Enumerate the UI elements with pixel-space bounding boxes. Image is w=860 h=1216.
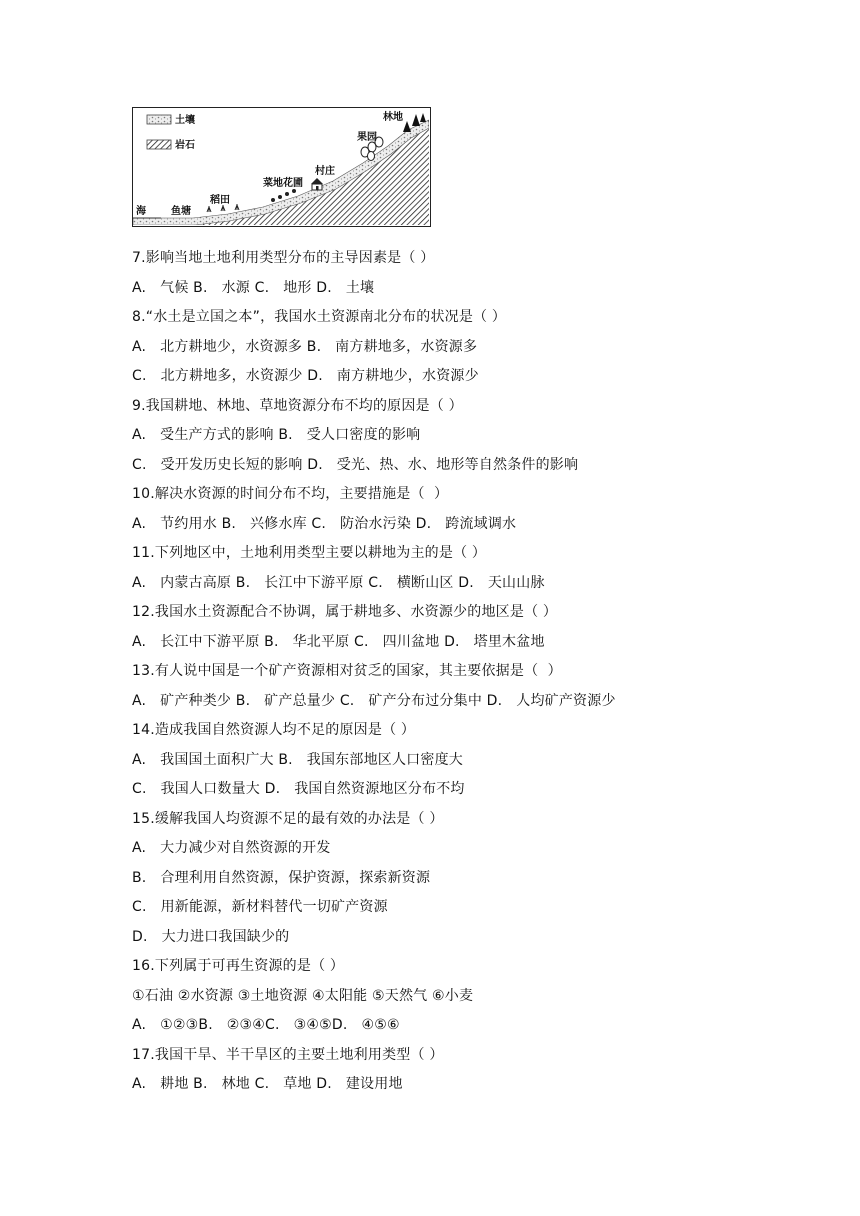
label-vegetable-garden: 菜地花圃	[263, 178, 303, 189]
question-15-option-d: D. 大力进口我国缺少的	[132, 928, 290, 945]
land-use-cross-section-figure	[132, 107, 431, 227]
question-13-stem: 13.有人说中国是一个矿产资源相对贫乏的国家，其主要依据是（ ）	[132, 663, 562, 679]
question-13-options: A. 矿产种类少 B. 矿产总量少 C. 矿产分布过分集中 D. 人均矿产资源少	[132, 692, 616, 709]
question-15-stem: 15.缓解我国人均资源不足的最有效的办法是（ ）	[132, 810, 444, 827]
question-9-options-cd: C. 受开发历史长短的影响 D. 受光、热、水、地形等自然条件的影响	[132, 456, 579, 473]
question-14-stem: 14.造成我国自然资源人均不足的原因是（ ）	[132, 722, 416, 738]
legend-soil-label: 土壤	[175, 115, 195, 126]
question-15-option-b: B. 合理利用自然资源，保护资源，探索新资源	[132, 869, 431, 886]
question-7-options: A. 气候 B. 水源 C. 地形 D. 土壤	[132, 279, 375, 296]
question-10-options: A. 节约用水 B. 兴修水库 C. 防治水污染 D. 跨流域调水	[132, 515, 517, 532]
question-11-options: A. 内蒙古高原 B. 长江中下游平原 C. 横断山区 D. 天山山脉	[132, 574, 545, 591]
question-14-options-cd: C. 我国人口数量大 D. 我国自然资源地区分布不均	[132, 781, 465, 797]
question-8-options-ab: A. 北方耕地少，水资源多 B. 南方耕地多，水资源多	[132, 338, 478, 355]
question-list	[132, 244, 752, 1100]
label-village: 村庄	[315, 166, 335, 177]
question-9-stem: 9.我国耕地、林地、草地资源分布不均的原因是（ ）	[132, 397, 463, 414]
question-10-stem: 10.解决水资源的时间分布不均，主要措施是（ ）	[132, 486, 449, 502]
label-fishpond: 鱼塘	[171, 206, 191, 217]
cross-section-diagram	[133, 108, 429, 225]
question-16-stem: 16.下列属于可再生资源的是（ ）	[132, 958, 345, 974]
label-orchard: 果园	[357, 132, 377, 143]
question-11-stem: 11.下列地区中，土地利用类型主要以耕地为主的是（ ）	[132, 545, 487, 561]
question-14-options-ab: A. 我国国土面积广大 B. 我国东部地区人口密度大	[132, 751, 463, 768]
label-sea: 海	[136, 206, 146, 217]
question-8-stem: 8.“水土是立国之本”，我国水土资源南北分布的状况是（ ）	[132, 309, 507, 325]
question-16-options: A. ①②③B. ②③④C. ③④⑤D. ④⑤⑥	[132, 1017, 400, 1033]
question-12-stem: 12.我国水土资源配合不协调，属于耕地多、水资源少的地区是（ ）	[132, 604, 558, 620]
question-8-options-cd: C. 北方耕地多，水资源少 D. 南方耕地少，水资源少	[132, 368, 479, 384]
question-17-options: A. 耕地 B. 林地 C. 草地 D. 建设用地	[132, 1076, 403, 1092]
label-forest: 林地	[383, 112, 403, 123]
legend-rock-label: 岩石	[175, 140, 195, 151]
question-17-stem: 17.我国干旱、半干旱区的主要土地利用类型（ ）	[132, 1046, 444, 1063]
question-12-options: A. 长江中下游平原 B. 华北平原 C. 四川盆地 D. 塔里木盆地	[132, 633, 545, 650]
question-7-stem: 7.影响当地土地利用类型分布的主导因素是（ ）	[132, 250, 435, 266]
label-paddy: 稻田	[210, 195, 230, 206]
question-15-option-a: A. 大力减少对自然资源的开发	[132, 840, 331, 856]
question-15-option-c: C. 用新能源，新材料替代一切矿产资源	[132, 899, 388, 915]
question-16-items: ①石油 ②水资源 ③土地资源 ④太阳能 ⑤天然气 ⑥小麦	[132, 987, 474, 1004]
legend-rock-swatch	[147, 140, 171, 149]
village-house-icon	[311, 178, 323, 190]
question-9-options-ab: A. 受生产方式的影响 B. 受人口密度的影响	[132, 427, 421, 443]
legend-soil-swatch	[147, 115, 171, 124]
